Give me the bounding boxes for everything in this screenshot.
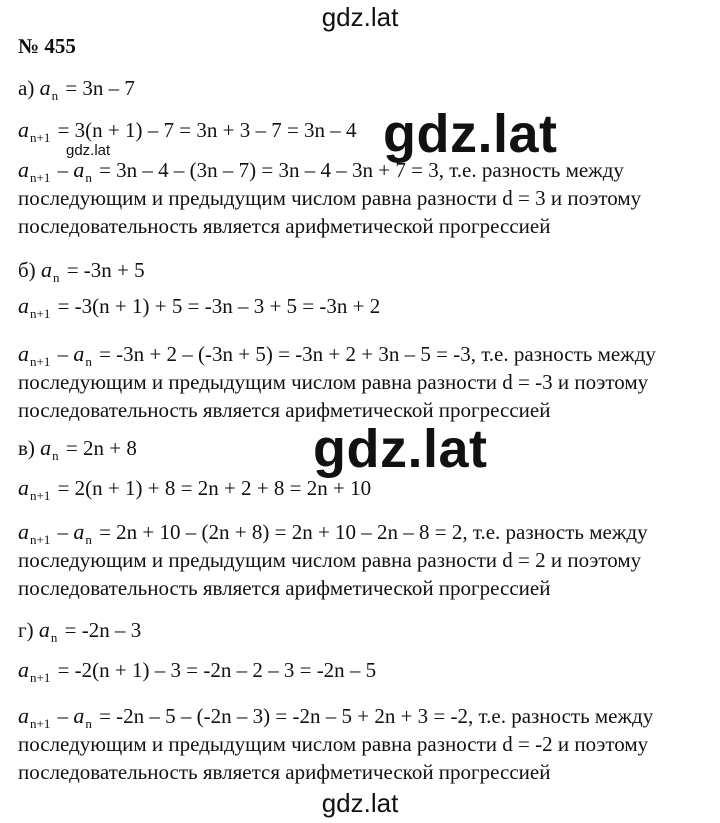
term-a: a [73, 703, 85, 728]
subscript-n1: n+1 [30, 306, 51, 321]
section-g-line2: последующим и предыдущим числом равна разности d = -2 и поэтому [18, 732, 649, 756]
term-a: a [18, 157, 29, 182]
section-g-def: = -2n – 3 [64, 618, 142, 642]
section-b-def: = -3n + 5 [66, 258, 145, 282]
term-a: a [18, 117, 29, 142]
subscript-n: n [85, 354, 92, 369]
subscript-n: n [52, 270, 60, 285]
subscript-n1: n+1 [30, 488, 51, 503]
section-b-line2: последующим и предыдущим числом равна разности d = -3 и поэтому [18, 370, 649, 394]
term-a: a [18, 341, 29, 366]
section-b-definition [18, 256, 145, 287]
term-a: a [18, 703, 29, 728]
section-a-def: = 3n – 7 [65, 76, 135, 100]
term-a: a [39, 75, 51, 100]
watermark-large-2: gdz.lat [313, 419, 488, 479]
section-v-def: = 2n + 8 [65, 436, 137, 460]
term-a: a [18, 657, 29, 682]
subscript-n: n [85, 716, 92, 731]
section-a-diff: = 3n – 4 – (3n – 7) = 3n – 4 – 3n + 7 = 3, т.е. разность между [99, 158, 624, 182]
problem-title: № 455 [18, 34, 76, 58]
section-g-next-term [18, 656, 376, 687]
subscript-n1: n+1 [30, 670, 51, 685]
term-a: a [38, 617, 50, 642]
subscript-n: n [85, 532, 92, 547]
subscript-n1: n+1 [30, 354, 51, 369]
section-g-line3: последовательность является арифметической прогрессией [18, 760, 551, 784]
section-g-diff: = -2n – 5 – (-2n – 3) = -2n – 5 + 2n + 3 = -2, т.е. разность между [99, 704, 654, 728]
subscript-n: n [51, 88, 59, 103]
section-v-next: = 2(n + 1) + 8 = 2n + 2 + 8 = 2n + 10 [57, 476, 372, 500]
watermark-large-1: gdz.lat [383, 104, 558, 164]
section-g-difference: $a_{n+1} - a_n = -2n - 5 - (-2n - 3) = -2n - 5 + 2n + 3 = -2$, т.е. разность между [18, 703, 654, 731]
term-a: a [18, 293, 29, 318]
watermark-top: gdz.lat [321, 2, 399, 32]
section-v-difference: $a_{n+1} - a_n = 2n + 10 - (2n + 8) = 2n + 10 - 2n - 8 = 2$, т.е. разность между [18, 519, 648, 547]
subscript-n1: n+1 [30, 130, 51, 145]
section-a-next: = 3(n + 1) – 7 = 3n + 3 – 7 = 3n – 4 [57, 118, 357, 142]
term-a: a [18, 475, 29, 500]
section-g-next: = -2(n + 1) – 3 = -2n – 2 – 3 = -2n – 5 [57, 658, 377, 682]
section-g-definition [18, 616, 141, 647]
term-a: a [18, 519, 29, 544]
subscript-n: n [50, 630, 58, 645]
watermark-small: gdz.lat [66, 142, 111, 159]
subscript-n1: n+1 [30, 532, 51, 547]
section-a-difference: $a_{n+1} - a_n = 3n - 4 - (3n - 7) = 3n - 4 - 3n + 7 = 3$, т.е. разность между [18, 157, 624, 185]
section-a-definition [18, 74, 135, 105]
subscript-n1: n+1 [30, 716, 51, 731]
section-b-next: = -3(n + 1) + 5 = -3n – 3 + 5 = -3n + 2 [57, 294, 381, 318]
term-a: a [40, 257, 52, 282]
section-v-line2: последующим и предыдущим числом равна разности d = 2 и поэтому [18, 548, 642, 572]
section-v-line3: последовательность является арифметической прогрессией [18, 576, 551, 600]
section-v-definition [18, 434, 137, 465]
subscript-n1: n+1 [30, 170, 51, 185]
term-a: a [73, 341, 85, 366]
term-a: a [73, 157, 85, 182]
subscript-n: n [52, 448, 59, 463]
subscript-n: n [85, 170, 92, 185]
section-b-difference: $a_{n+1} - a_n = -3n + 2 - (-3n + 5) = -3n + 2 + 3n - 5 = -3$, т.е. разность между [18, 341, 656, 369]
section-b-label: б) [18, 258, 36, 282]
section-b-diff: = -3n + 2 – (-3n + 5) = -3n + 2 + 3n – 5 = -3, т.е. разность между [99, 342, 656, 366]
section-b-next-term [18, 292, 380, 323]
section-g-label: г) [18, 618, 34, 642]
section-a-line2: последующим и предыдущим числом равна разности d = 3 и поэтому [18, 186, 642, 210]
section-a-line3: последовательность является арифметической прогрессией [18, 214, 551, 238]
section-v-diff: = 2n + 10 – (2n + 8) = 2n + 10 – 2n – 8 = 2, т.е. разность между [99, 520, 648, 544]
term-a: a [40, 435, 52, 460]
section-b-line3: последовательность является арифметической прогрессией [18, 398, 551, 422]
term-a: a [73, 519, 85, 544]
section-a-label: а) [18, 76, 35, 100]
section-v-label: в) [18, 436, 35, 460]
watermark-bottom: gdz.lat [321, 788, 399, 818]
